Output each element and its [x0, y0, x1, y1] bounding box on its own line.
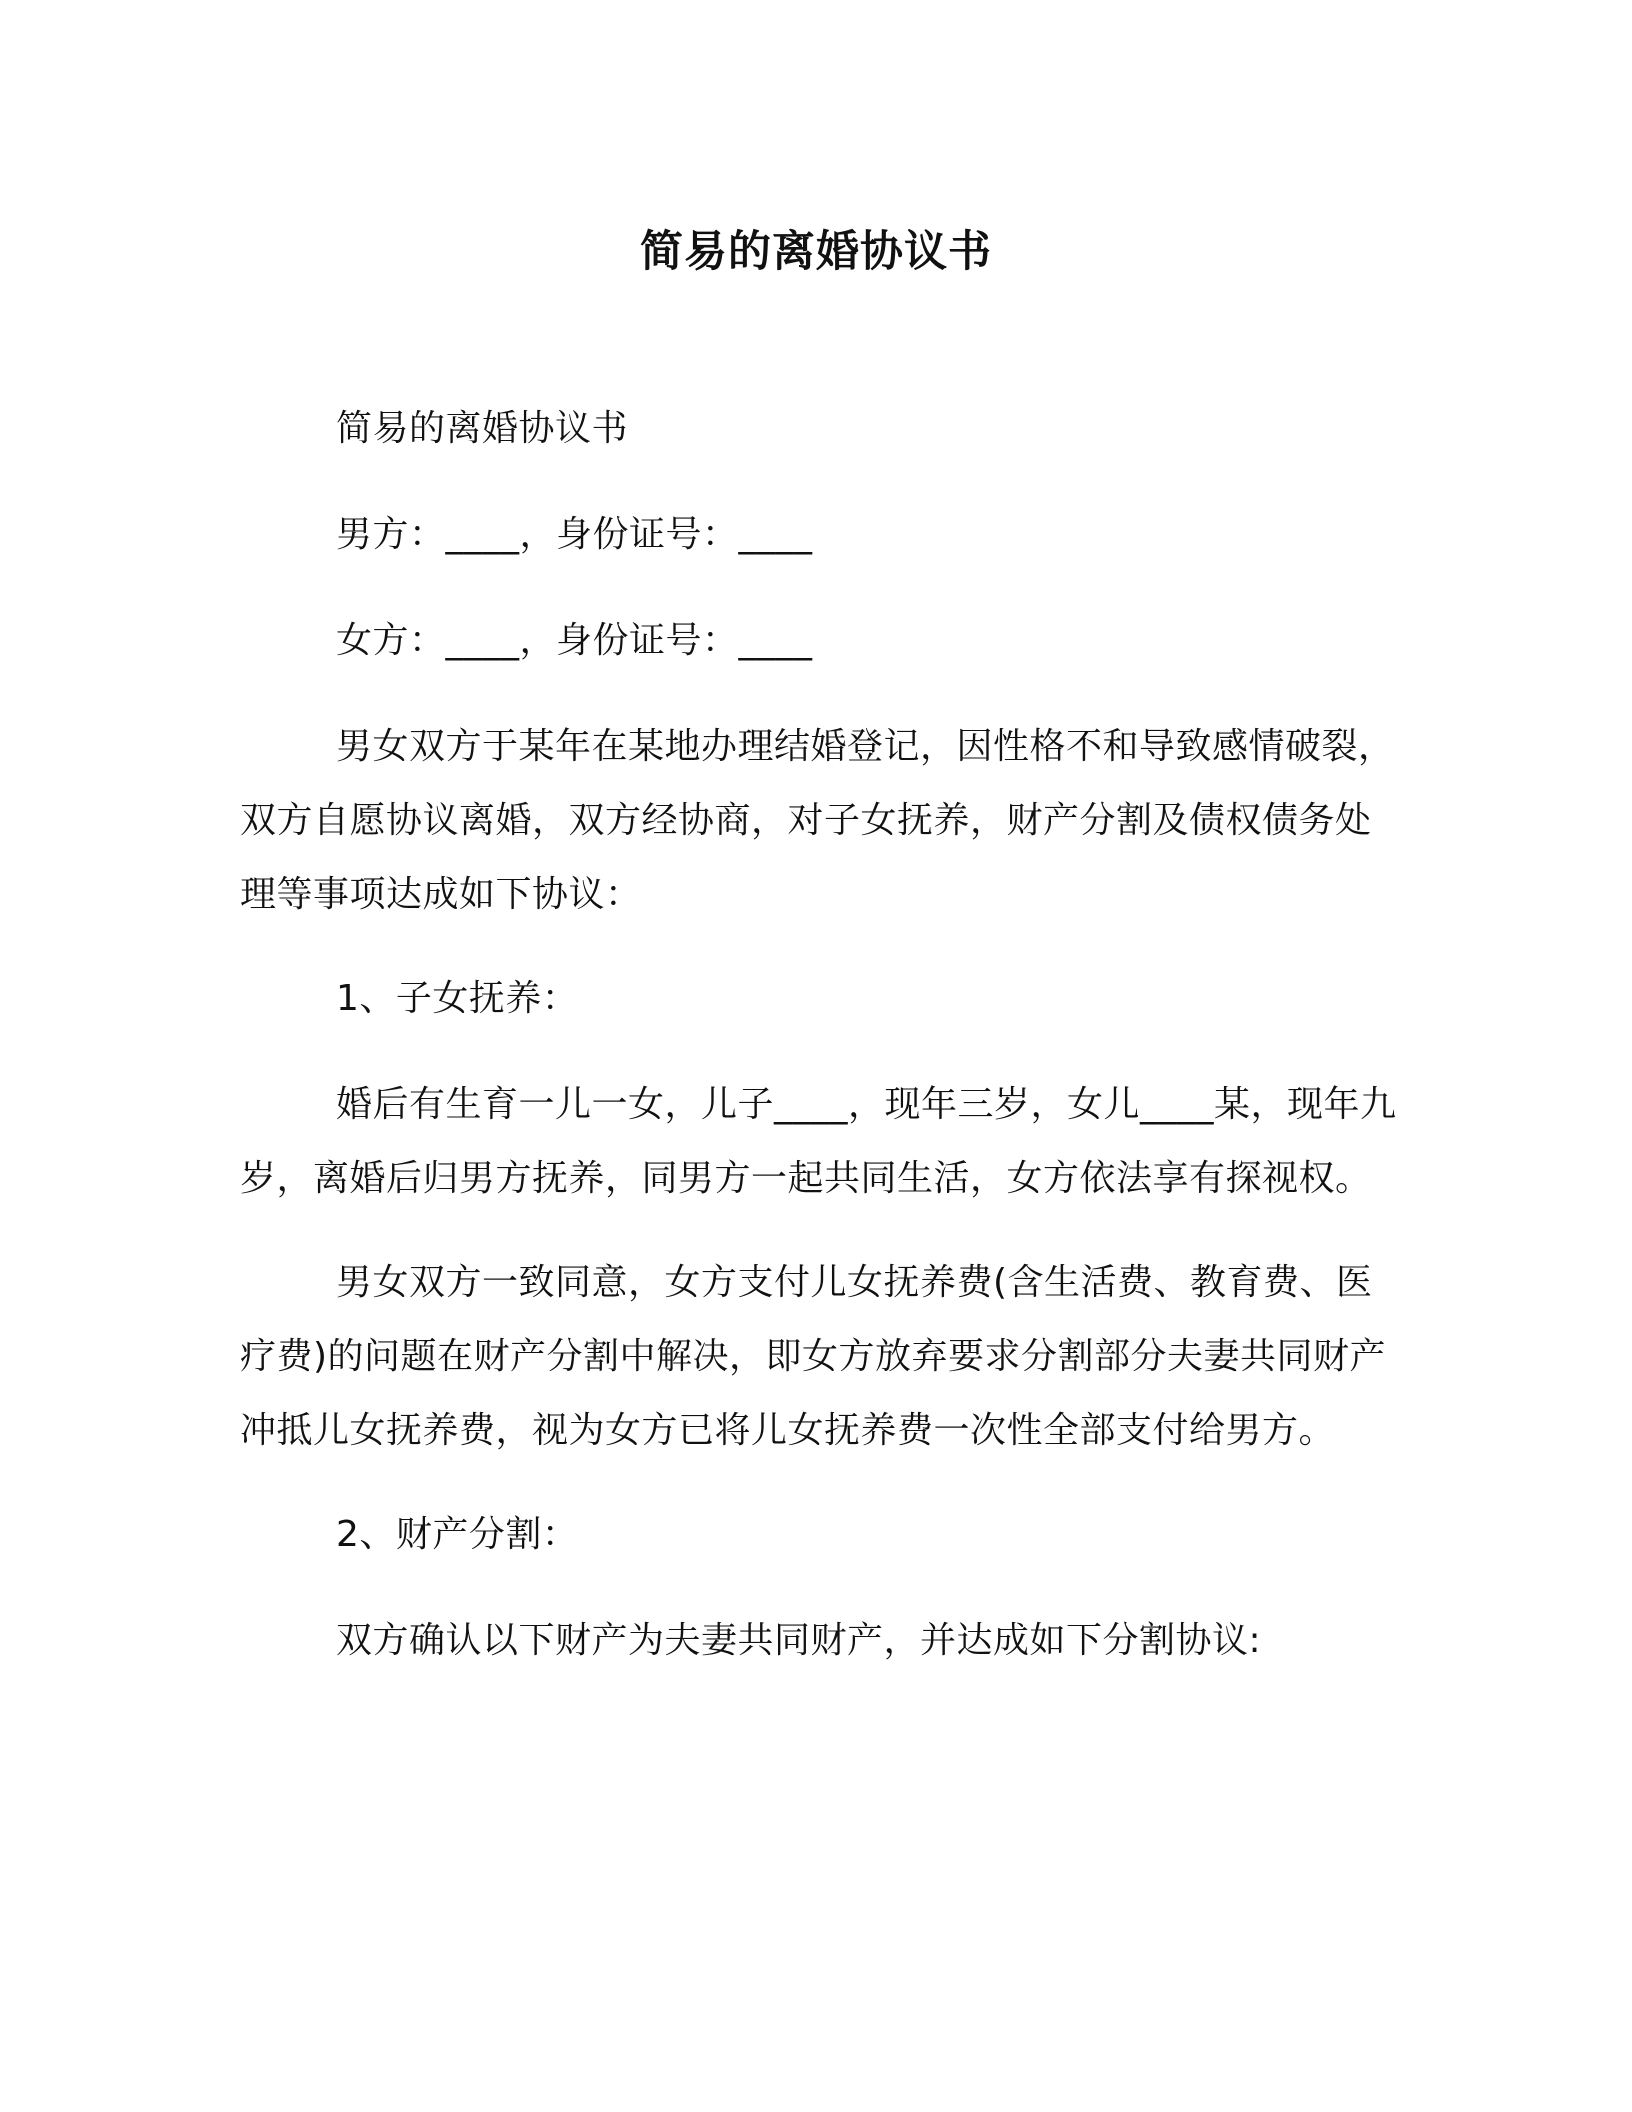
paragraph-preamble: 男女双方于某年在某地办理结婚登记，因性格不和导致感情破裂，双方自愿协议离婚，双方经协商，对子女抚养，财产分割及债权债务处理等事项达成如下协议：: [240, 726, 1395, 915]
paragraph-property-intro: 双方确认以下财产为夫妻共同财产，并达成如下分割协议:: [336, 1620, 1262, 1661]
document-title: 简易的离婚协议书: [640, 227, 992, 277]
paragraph-subtitle: 简易的离婚协议书: [336, 408, 629, 449]
paragraph-female-party: 女方：____，身份证号：____: [336, 620, 813, 661]
document-body: [240, 392, 1400, 1710]
paragraph-child-support: 男女双方一致同意，女方支付儿女抚养费(含生活费、教育费、医疗费)的问题在财产分割中解决，即女方放弃要求分割部分夫妻共同财产冲抵儿女抚养费，视为女方已将儿女抚养费一次性全部支付给男方。: [240, 1262, 1387, 1451]
paragraph-child-custody: 婚后有生育一儿一女，儿子____，现年三岁，女儿____某，现年九岁，离婚后归男方抚养，同男方一起共同生活，女方依法享有探视权。: [240, 1084, 1397, 1199]
paragraph-male-party: 男方：____，身份证号：____: [336, 514, 813, 555]
section-heading-property-division: 2、财产分割：: [336, 1514, 579, 1555]
section-heading-child-custody: 1、子女抚养：: [336, 978, 579, 1019]
